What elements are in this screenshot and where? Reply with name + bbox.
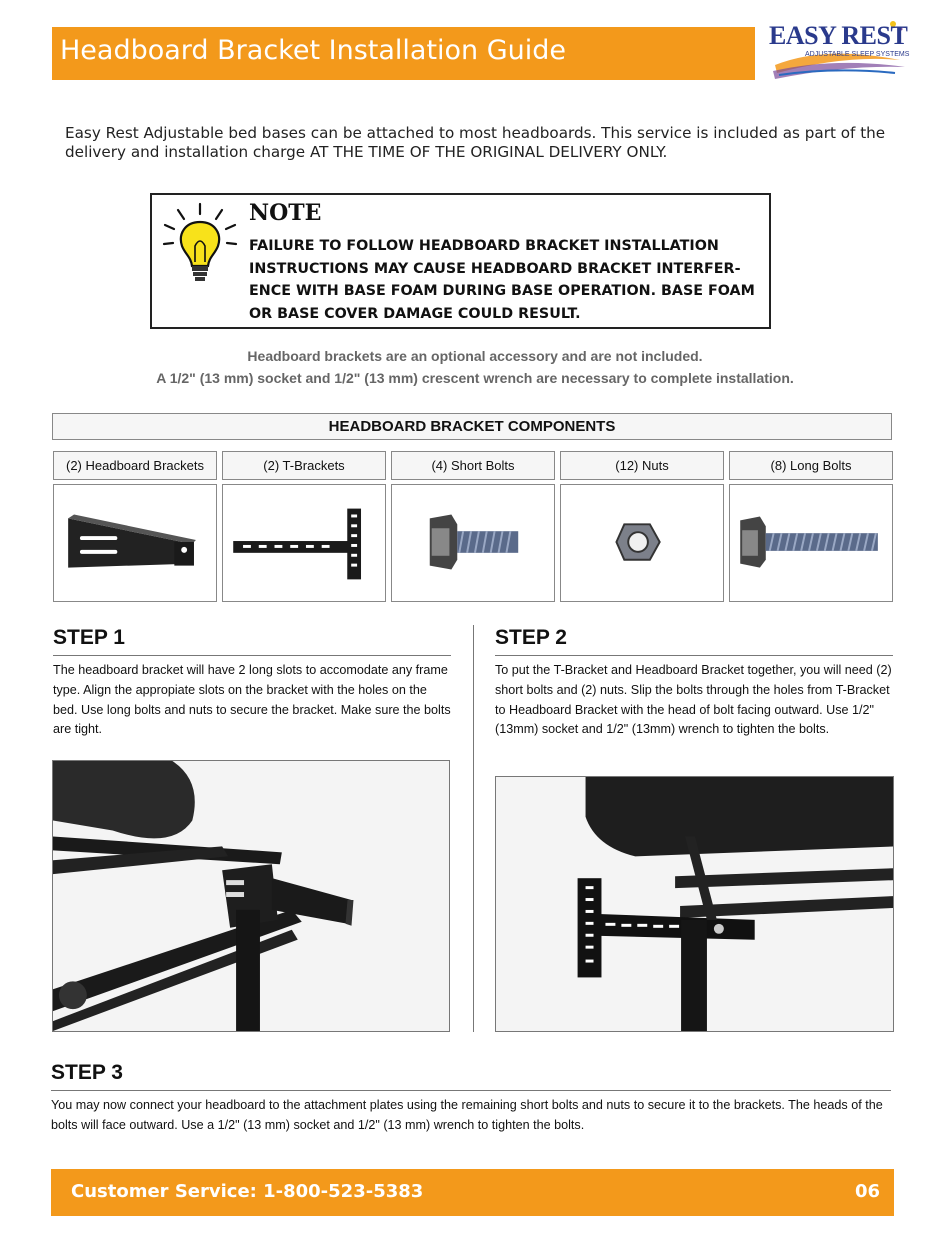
step1-rule [53, 655, 451, 656]
step3-text: You may now connect your headboard to the attachment plates using the remaining short bolts and nuts to secure it to the brackets. The heads of the bolts will face outward. Use a 1/2" (13 mm) socket and 1/2" (13 mm) wrench to tighten the bolts. [51, 1098, 883, 1132]
component-label-long-bolts: (8) Long Bolts [729, 451, 893, 480]
page-title: Headboard Bracket Installation Guide [60, 35, 567, 66]
component-label-t-brackets: (2) T-Brackets [222, 451, 386, 480]
optional-accessory-text: Headboard brackets are an optional accessory and are not included. [247, 348, 703, 364]
step1-title: STEP 1 [53, 626, 125, 649]
note-text: FAILURE TO FOLLOW HEADBOARD BRACKET INSTALLATION INSTRUCTIONS MAY CAUSE HEADBOARD BRACKET INTERFER-ENCE WITH BASE FOAM DURING BASE OPERATION. BASE FOAM OR BASE COVER DAMAGE COULD RESULT. [249, 238, 755, 322]
t-bracket-image [222, 484, 386, 602]
step1-text: The headboard bracket will have 2 long slots to accomodate any frame type. Align the appropiate slots on the bracket with the holes on the bed. Use long bolts and nuts to secure the bracket. Make sure the bolts are tight. [53, 663, 451, 737]
customer-service-phone: Customer Service: 1-800-523-5383 [71, 1181, 424, 1202]
component-label-short-bolts: (4) Short Bolts [391, 451, 555, 480]
component-label-nuts: (12) Nuts [560, 451, 724, 480]
step2-title: STEP 2 [495, 626, 567, 649]
step1-photo [52, 760, 450, 1032]
component-label-headboard-brackets: (2) Headboard Brackets [53, 451, 217, 480]
long-bolt-image [729, 484, 893, 602]
tools-required-text: A 1/2" (13 mm) socket and 1/2" (13 mm) crescent wrench are necessary to complete installation. [156, 370, 794, 386]
short-bolt-icon [392, 485, 554, 601]
column-divider [473, 625, 474, 1032]
intro-paragraph: Easy Rest Adjustable bed bases can be attached to most headboards. This service is included as part of the delivery and installation charge AT THE TIME OF THE ORIGINAL DELIVERY ONLY. [65, 124, 886, 161]
headboard-bracket-icon [54, 485, 216, 601]
headboard-bracket-image [53, 484, 217, 602]
easy-rest-logo [765, 15, 915, 85]
step2-text: To put the T-Bracket and Headboard Bracket together, you will need (2) short bolts and (2) nuts. Slip the bolts through the holes from T-Bracket to Headboard Bracket with the head of bolt facing outward. Use 1/2" (13mm) socket and 1/2" (13mm) wrench to tighten the bolts. [495, 663, 892, 737]
page-number: 06 [854, 1181, 880, 1202]
nut-icon [561, 485, 723, 601]
components-heading: HEADBOARD BRACKET COMPONENTS [52, 413, 892, 440]
short-bolt-image [391, 484, 555, 602]
note-title: NOTE [249, 200, 322, 226]
t-bracket-icon [223, 485, 385, 601]
logo-text: EASY REST [769, 21, 908, 50]
step3-rule [51, 1090, 891, 1091]
step2-photo [495, 776, 894, 1032]
step2-rule [495, 655, 893, 656]
long-bolt-icon [730, 485, 892, 601]
step3-title: STEP 3 [51, 1061, 123, 1084]
lightbulb-icon [160, 200, 238, 290]
logo-tagline: ADJUSTABLE SLEEP SYSTEMS [805, 51, 910, 58]
nut-image [560, 484, 724, 602]
